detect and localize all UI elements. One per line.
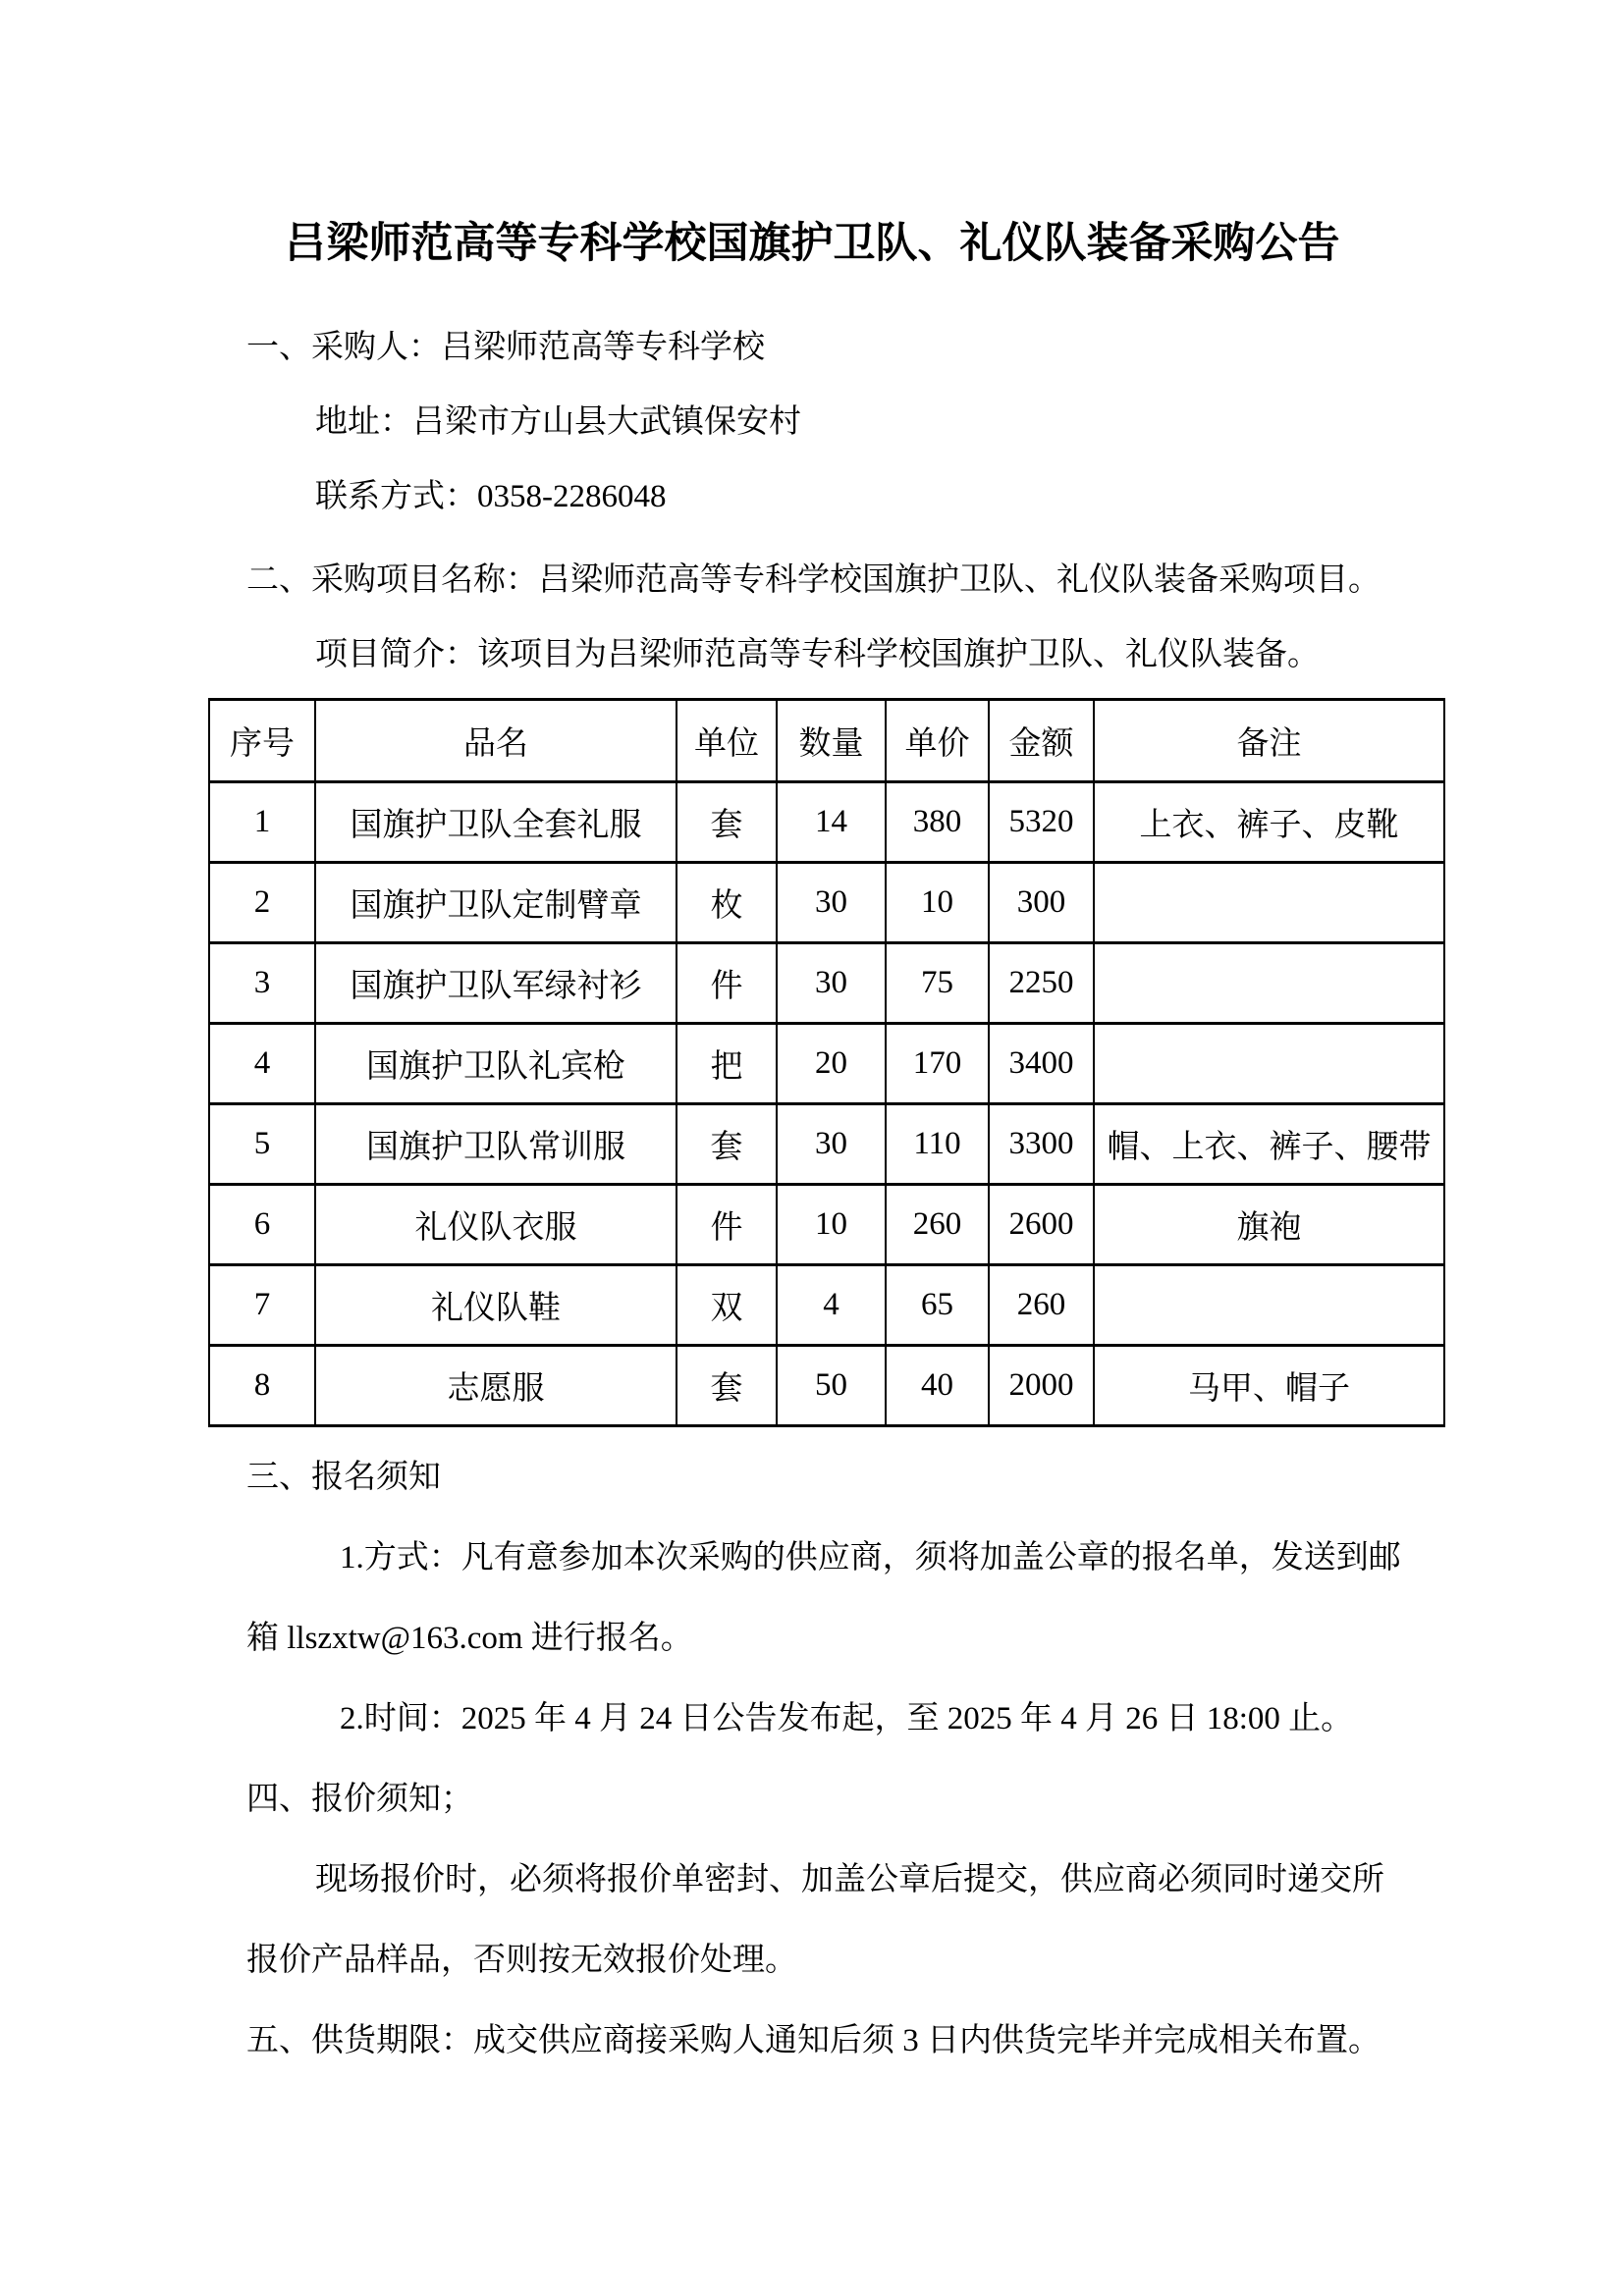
- table-row-1: [209, 782, 1444, 863]
- table-cell: 2600: [989, 1185, 1094, 1265]
- table-cell: 把: [677, 1024, 777, 1104]
- table-cell: 3: [209, 943, 315, 1024]
- column-header-1: 品名: [315, 700, 677, 782]
- table-cell: 14: [777, 782, 886, 863]
- table-cell: 7: [209, 1265, 315, 1346]
- document-body: [230, 306, 1485, 2077]
- table-cell: 帽、上衣、裤子、腰带: [1094, 1104, 1444, 1185]
- quote-instruction-line-2: 报价产品样品，否则按无效报价处理。: [246, 1942, 797, 1978]
- equipment-table-head: [209, 700, 1444, 782]
- quote-instruction-line-1: 现场报价时，必须将报价单密封、加盖公章后提交，供应商必须同时递交所: [315, 1861, 1384, 1897]
- table-row-2: [209, 863, 1444, 943]
- table-cell: 礼仪队衣服: [315, 1185, 677, 1265]
- table-cell: 件: [677, 943, 777, 1024]
- equipment-table-header-row: [209, 700, 1444, 782]
- column-header-4: 单价: [886, 700, 989, 782]
- table-cell: 260: [886, 1185, 989, 1265]
- table-cell: 1: [209, 782, 315, 863]
- contact-line: 联系方式：0358-2286048: [315, 478, 667, 514]
- table-cell: 4: [209, 1024, 315, 1104]
- signup-time-line: 2.时间：2025 年 4 月 24 日公告发布起，至 2025 年 4 月 26 日 18:00 止。: [340, 1700, 1354, 1736]
- table-cell: 国旗护卫队常训服: [315, 1104, 677, 1185]
- table-cell: 50: [777, 1346, 886, 1426]
- table-cell: 志愿服: [315, 1346, 677, 1426]
- table-cell: [1094, 1265, 1444, 1346]
- table-cell: 110: [886, 1104, 989, 1185]
- table-cell: 30: [777, 863, 886, 943]
- column-header-6: 备注: [1094, 700, 1444, 782]
- column-header-3: 数量: [777, 700, 886, 782]
- quote-heading: 四、报价须知；: [246, 1781, 473, 1817]
- table-cell: 8: [209, 1346, 315, 1426]
- equipment-table-body: [209, 782, 1444, 1426]
- table-cell: 套: [677, 1346, 777, 1426]
- table-cell: 国旗护卫队军绿衬衫: [315, 943, 677, 1024]
- table-cell: 20: [777, 1024, 886, 1104]
- table-cell: [1094, 943, 1444, 1024]
- table-row-7: [209, 1265, 1444, 1346]
- table-row-6: [209, 1185, 1444, 1265]
- table-cell: 3300: [989, 1104, 1094, 1185]
- table-cell: 260: [989, 1265, 1094, 1346]
- table-cell: 马甲、帽子: [1094, 1346, 1444, 1426]
- equipment-table: [208, 698, 1445, 1427]
- table-cell: 5: [209, 1104, 315, 1185]
- document-title: 吕梁师范高等专科学校国旗护卫队、礼仪队装备采购公告: [284, 221, 1340, 267]
- column-header-2: 单位: [677, 700, 777, 782]
- table-cell: 75: [886, 943, 989, 1024]
- table-row-5: [209, 1104, 1444, 1185]
- table-cell: 300: [989, 863, 1094, 943]
- table-row-4: [209, 1024, 1444, 1104]
- table-cell: 40: [886, 1346, 989, 1426]
- table-cell: 国旗护卫队全套礼服: [315, 782, 677, 863]
- project-intro-line: 项目简介：该项目为吕梁师范高等专科学校国旗护卫队、礼仪队装备。: [315, 636, 1320, 672]
- table-cell: 10: [777, 1185, 886, 1265]
- table-row-8: [209, 1346, 1444, 1426]
- table-cell: 2: [209, 863, 315, 943]
- table-cell: 170: [886, 1024, 989, 1104]
- delivery-line: 五、供货期限：成交供应商接采购人通知后须 3 日内供货完毕并完成相关布置。: [246, 2022, 1380, 2058]
- table-cell: 2250: [989, 943, 1094, 1024]
- table-cell: 国旗护卫队礼宾枪: [315, 1024, 677, 1104]
- table-cell: 3400: [989, 1024, 1094, 1104]
- table-cell: 65: [886, 1265, 989, 1346]
- table-cell: [1094, 863, 1444, 943]
- table-cell: 380: [886, 782, 989, 863]
- table-cell: 5320: [989, 782, 1094, 863]
- table-cell: 国旗护卫队定制臂章: [315, 863, 677, 943]
- table-cell: 套: [677, 782, 777, 863]
- table-cell: 4: [777, 1265, 886, 1346]
- address-line: 地址：吕梁市方山县大武镇保安村: [315, 403, 801, 440]
- table-cell: 套: [677, 1104, 777, 1185]
- table-cell: 双: [677, 1265, 777, 1346]
- purchaser-line: 一、采购人：吕梁师范高等专科学校: [246, 329, 765, 365]
- column-header-5: 金额: [989, 700, 1094, 782]
- table-cell: 礼仪队鞋: [315, 1265, 677, 1346]
- table-cell: 30: [777, 943, 886, 1024]
- table-cell: 上衣、裤子、皮靴: [1094, 782, 1444, 863]
- table-cell: 旗袍: [1094, 1185, 1444, 1265]
- signup-method-line-2: 箱 llszxtw@163.com 进行报名。: [246, 1620, 693, 1656]
- table-cell: 枚: [677, 863, 777, 943]
- table-row-3: [209, 943, 1444, 1024]
- table-cell: [1094, 1024, 1444, 1104]
- table-cell: 件: [677, 1185, 777, 1265]
- table-cell: 2000: [989, 1346, 1094, 1426]
- table-cell: 30: [777, 1104, 886, 1185]
- signup-heading: 三、报名须知: [246, 1459, 441, 1495]
- project-name-line: 二、采购项目名称：吕梁师范高等专科学校国旗护卫队、礼仪队装备采购项目。: [246, 561, 1380, 598]
- table-cell: 10: [886, 863, 989, 943]
- signup-method-line-1: 1.方式：凡有意参加本次采购的供应商，须将加盖公章的报名单，发送到邮: [340, 1539, 1401, 1575]
- column-header-0: 序号: [209, 700, 315, 782]
- table-cell: 6: [209, 1185, 315, 1265]
